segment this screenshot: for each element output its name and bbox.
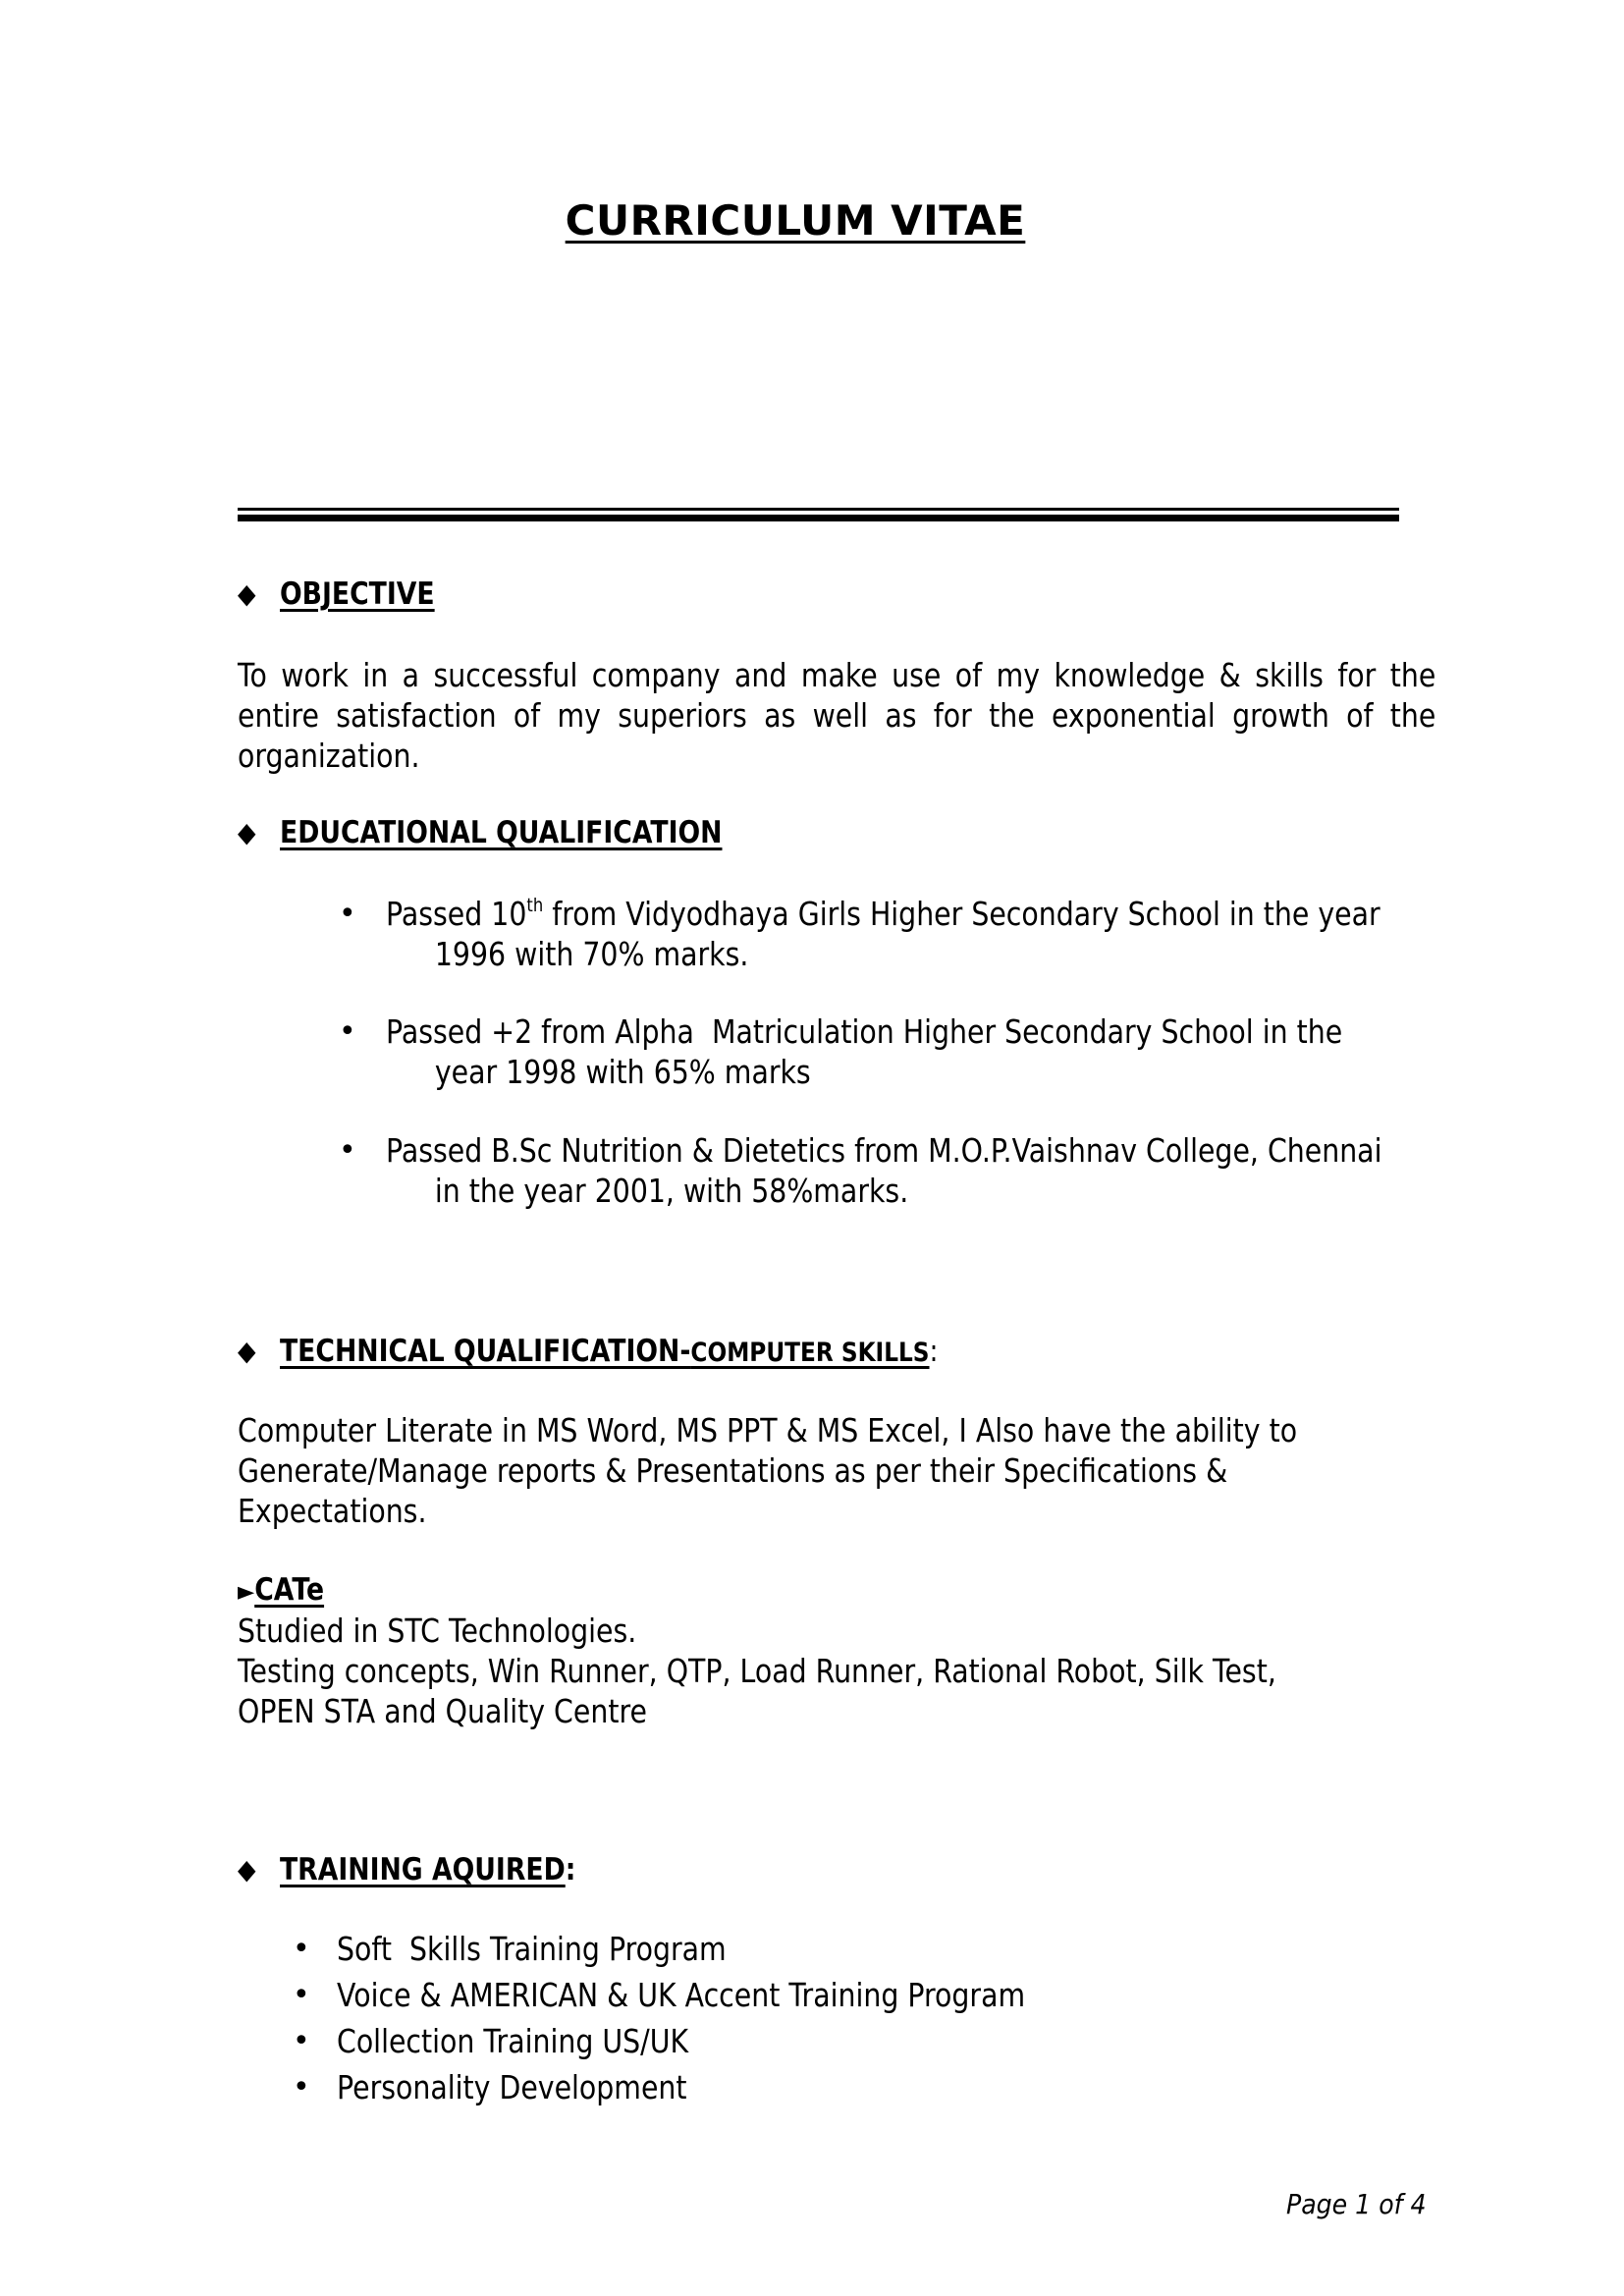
page-number: Page 1 of 4 xyxy=(1286,2188,1427,2220)
section-title: OBJECTIVE xyxy=(280,576,435,612)
bullet-icon: • xyxy=(339,897,356,931)
education-line: in the year 2001, with 58%marks. xyxy=(434,1172,909,1210)
cate-line: Testing concepts, Win Runner, QTP, Load Runner, Rational Robot, Silk Test, xyxy=(238,1652,1276,1690)
section-title: TRAINING AQUIRED xyxy=(280,1852,566,1887)
cate-title: CATe xyxy=(254,1572,325,1608)
bullet-icon: • xyxy=(293,2024,310,2058)
diamond-icon: ◆ xyxy=(238,1853,256,1886)
right-pointer-icon: ► xyxy=(238,1577,255,1607)
training-item xyxy=(293,1975,1137,2015)
technical-line: Generate/Manage reports & Presentations as per their Specifications & xyxy=(238,1451,1228,1490)
education-item xyxy=(339,1130,1435,1211)
training-item xyxy=(293,2021,745,2061)
bullet-icon: • xyxy=(293,2070,310,2105)
training-text: Collection Training US/UK xyxy=(337,2022,689,2060)
education-line: Passed 10th from Vidyodhaya Girls Higher Secondary School in the year xyxy=(386,895,1380,933)
bullet-icon: • xyxy=(293,1978,310,2012)
technical-line: Expectations. xyxy=(238,1492,427,1530)
section-title: TECHNICAL QUALIFICATION-COMPUTER SKILLS xyxy=(280,1334,930,1369)
education-line: year 1998 with 65% marks xyxy=(434,1053,811,1091)
bullet-icon: • xyxy=(293,1932,310,1966)
bullet-icon: • xyxy=(339,1014,356,1049)
training-text: Soft Skills Training Program xyxy=(337,1930,727,1968)
education-line: 1996 with 70% marks. xyxy=(434,935,749,973)
cate-heading xyxy=(238,1570,324,1612)
diamond-icon: ◆ xyxy=(238,816,256,848)
bullet-icon: • xyxy=(339,1133,356,1168)
education-item xyxy=(339,894,1435,974)
education-line: Passed B.Sc Nutrition & Dietetics from M.O.P.Vaishnav College, Chennai xyxy=(386,1131,1382,1170)
objective-paragraph xyxy=(238,655,1435,776)
section-heading-training xyxy=(238,1850,575,1889)
objective-text: To work in a successful company and make use of my knowledge & skills for the entire satisfaction of my superiors as well as for the exponential growth of the organization. xyxy=(238,656,1436,775)
section-heading-technical xyxy=(238,1332,939,1373)
heading-colon: : xyxy=(929,1334,939,1369)
cate-line: Studied in STC Technologies. xyxy=(238,1612,637,1650)
training-item xyxy=(293,2067,744,2107)
section-heading-education xyxy=(238,813,722,852)
training-text: Voice & AMERICAN & UK Accent Training Program xyxy=(337,1976,1026,2014)
technical-line: Computer Literate in MS Word, MS PPT & MS Excel, I Also have the ability to xyxy=(238,1411,1298,1449)
section-heading-objective xyxy=(238,574,435,614)
training-text: Personality Development xyxy=(337,2068,687,2106)
diamond-icon: ◆ xyxy=(238,577,256,610)
education-item xyxy=(339,1011,1435,1092)
section-title: EDUCATIONAL QUALIFICATION xyxy=(280,815,723,850)
document-title: CURRICULUM VITAE xyxy=(565,196,1026,245)
header-rule-thick xyxy=(238,515,1399,521)
diamond-icon: ◆ xyxy=(238,1335,256,1367)
education-line: Passed +2 from Alpha Matriculation Higher Secondary School in the xyxy=(386,1012,1343,1051)
training-item xyxy=(293,1929,789,1969)
cate-line: OPEN STA and Quality Centre xyxy=(238,1692,647,1730)
header-rule-thin xyxy=(238,508,1399,511)
heading-colon: : xyxy=(565,1852,576,1887)
